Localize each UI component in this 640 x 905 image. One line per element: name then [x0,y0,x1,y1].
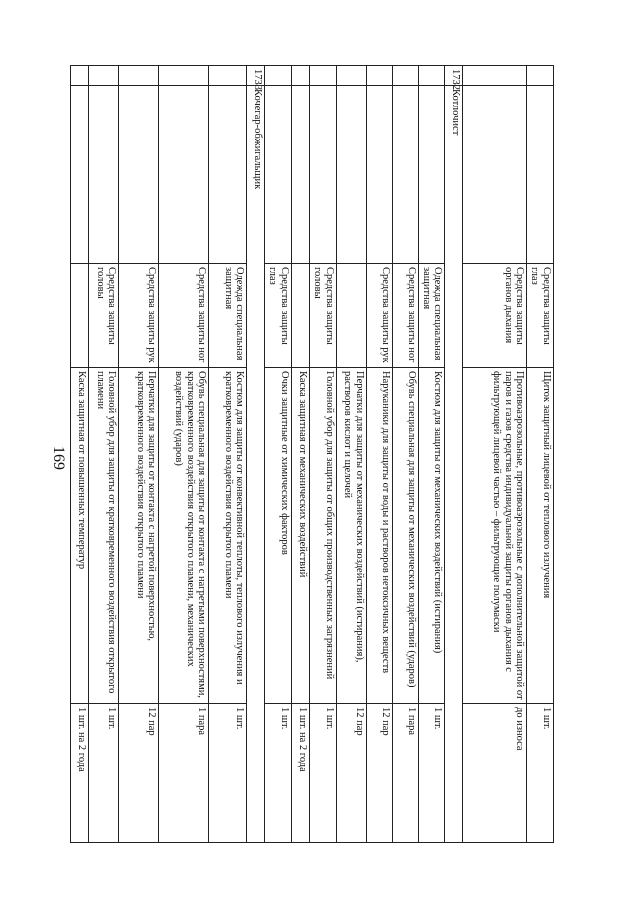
cell-norm: 12 пар [119,704,159,843]
cell-item: Наруканики для защиты от воды и растворов нетоксичных веществ [367,368,393,704]
table-row [89,66,119,843]
cell-profession [119,86,159,264]
cell-item [445,368,463,704]
cell-norm: 1 шт. на 2 года [71,704,89,843]
table-row [292,66,310,843]
cell-profession [337,86,367,264]
cell-profession: Котлочист [445,86,463,264]
cell-profession [393,86,419,264]
table-row [119,66,159,843]
table-row [393,66,419,843]
cell-item: Обувь специальная для защиты от механических воздействий (ударов) [393,368,419,704]
cell-category: Средства защиты рук [119,264,159,368]
cell-item: Головной убор для защиты от кратковременного воздействия открытого пламени [89,368,119,704]
cell-category: Средства защиты рук [367,264,393,368]
cell-category [445,264,463,368]
cell-item: Щиток защитный лицевой от теплового излучения [527,368,554,704]
cell-profession [310,86,337,264]
table-row-section [247,66,265,843]
table-row [71,66,89,843]
cell-norm: 1 шт. [527,704,554,843]
cell-category [71,264,89,368]
cell-profession: Кочегар-обжигальщик [247,86,265,264]
cell-number [527,66,554,86]
cell-item: Перчатки для защиты от контакта с нагретой поверхностью, кратковременного воздействия открытого пламени [119,368,159,704]
cell-norm [445,704,463,843]
cell-number [265,66,292,86]
cell-category [292,264,310,368]
document-area [76,65,554,842]
cell-category: Одежда специальная защитная [419,264,446,368]
page-number: 169 [50,446,67,470]
cell-number [419,66,446,86]
cell-item: Головной убор для защиты от общих производственных загрязнений [310,368,337,704]
cell-number [119,66,159,86]
cell-item [247,368,265,704]
cell-norm: 1 пара [159,704,209,843]
cell-number: 1732 [445,66,463,86]
cell-norm: 1 шт. [265,704,292,843]
table-row [337,66,367,843]
cell-norm: 1 шт. [89,704,119,843]
cell-profession [159,86,209,264]
table-row [209,66,247,843]
cell-number [159,66,209,86]
cell-item: Каска защитная от механических воздействий [292,368,310,704]
table-row [265,66,292,843]
cell-norm: 1 шт. [209,704,247,843]
cell-item: Обувь специальная для защиты от контакта с нагретыми поверхностями, кратковременного воздействия открытого пламени, механических воздействий (ударов) [159,368,209,704]
cell-number: 1733 [247,66,265,86]
cell-number [209,66,247,86]
table-row [419,66,446,843]
cell-category: Средства защиты головы [310,264,337,368]
cell-norm: 1 шт. на 2 года [292,704,310,843]
cell-item: Противоаэрозольные, противоаэрозольные с дополнительной защитой от паров и газов средства индивидуальной защиты органов дыхания с фильтрующей лицевой частью – фильтрующие полумаски [463,368,527,704]
cell-item: Очки защитные от химических факторов [265,368,292,704]
cell-number [337,66,367,86]
cell-norm: 12 пар [337,704,367,843]
cell-item: Каска защитная от повышенных температур [71,368,89,704]
cell-category: Средства защиты ног [159,264,209,368]
ppe-norms-table [71,65,555,843]
cell-category: Средства защиты ног [393,264,419,368]
table-row [367,66,393,843]
cell-profession [71,86,89,264]
cell-item: Перчатки для защиты от механических воздействий (истирания), растворов кислот и щелочей [337,368,367,704]
table-row [527,66,554,843]
cell-norm [247,704,265,843]
cell-category: Средства защиты головы [89,264,119,368]
cell-category: Средства защиты глаз [265,264,292,368]
table-row [159,66,209,843]
cell-norm: 1 шт. [419,704,446,843]
table-row [310,66,337,843]
cell-profession [292,86,310,264]
cell-profession [463,86,527,264]
cell-category: Средства защиты органов дыхания [463,264,527,368]
cell-category: Средства защиты глаз [527,264,554,368]
cell-profession [209,86,247,264]
cell-profession [89,86,119,264]
cell-number [89,66,119,86]
cell-category [247,264,265,368]
cell-number [292,66,310,86]
cell-profession [367,86,393,264]
cell-number [71,66,89,86]
rotated-page [76,65,554,842]
cell-profession [419,86,446,264]
cell-norm: до износа [463,704,527,843]
cell-norm: 1 шт. [310,704,337,843]
cell-category: Одежда специальная защитная [209,264,247,368]
cell-item: Костюм для защиты от механических воздействий (истирания) [419,368,446,704]
cell-profession [265,86,292,264]
cell-item: Костюм для защиты от конвективной теплоты, теплового излучения и кратковременного воздействия открытого пламени [209,368,247,704]
cell-number [393,66,419,86]
cell-profession [527,86,554,264]
cell-norm: 12 пар [367,704,393,843]
cell-number [463,66,527,86]
cell-number [367,66,393,86]
table-row-section [445,66,463,843]
cell-category [337,264,367,368]
cell-norm: 1 пара [393,704,419,843]
cell-number [310,66,337,86]
table-row [463,66,527,843]
